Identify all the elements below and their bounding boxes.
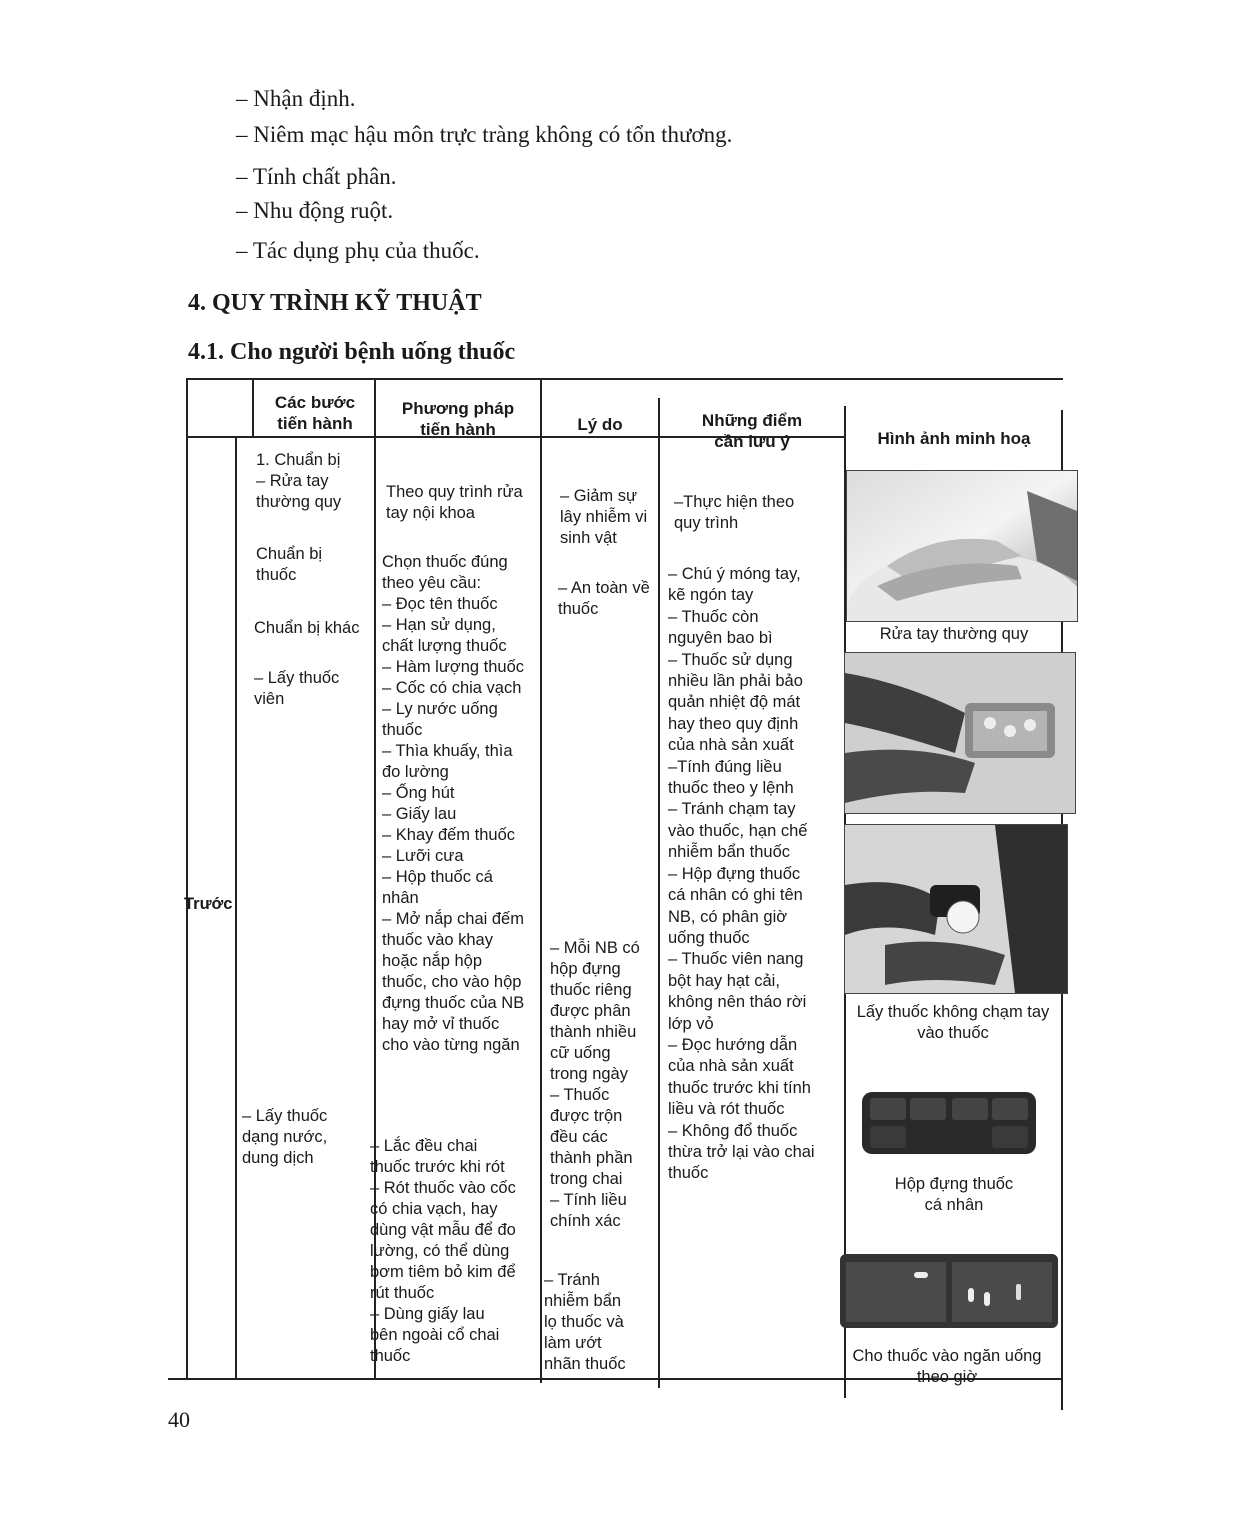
bullet-item: – Nhu động ruột.: [236, 198, 394, 223]
pillbox-photo: [860, 1088, 1038, 1158]
phase-label: Trước: [184, 895, 233, 913]
header-steps: Các bước tiến hành: [274, 393, 356, 433]
method-cell: – Lắc đều chai thuốc trước khi rót – Rót thuốc vào cốc có chia vạch, hay dùng vật mẫu để đo lường, có thể dùng bơm tiêm bỏ kim để rút thuốc – Dùng giấy lau bên ngoài cổ chai thuốc: [370, 1137, 516, 1365]
col-divider-3: [540, 378, 542, 1383]
caption: Rửa tay thường quy: [879, 625, 1029, 643]
table-border-top: [186, 378, 1063, 380]
procedure-table: [168, 378, 1063, 1410]
reason-cell: – Giảm sự lây nhiễm vi sinh vật: [560, 487, 648, 547]
header-reason: Lý do: [577, 415, 623, 434]
caption: Lấy thuốc không chạm tay vào thuốc: [856, 1003, 1050, 1042]
bullet-item: – Tính chất phân.: [236, 164, 397, 189]
reason-cell: – Mỗi NB có hộp đựng thuốc riêng được phân thành nhiều cữ uống trong ngày – Thuốc được trộn đều các thành phần trong chai – Tính liều chính xác: [550, 939, 640, 1230]
header-method: Phương pháp tiến hành: [401, 399, 515, 439]
table-border-left: [186, 378, 188, 1378]
bottle-pour-photo: [844, 824, 1068, 994]
step-cell: Chuẩn bị khác: [254, 619, 360, 637]
header-illustration: Hình ảnh minh hoạ: [877, 429, 1031, 448]
page-number: 40: [168, 1407, 190, 1432]
bullet-item: – Tác dụng phụ của thuốc.: [236, 238, 480, 263]
col-divider-1b: [235, 438, 237, 1378]
method-cell: Chọn thuốc đúng theo yêu cầu: – Đọc tên thuốc – Hạn sử dụng, chất lượng thuốc – Hàm lượng thuốc – Cốc có chia vạch – Ly nước uống thuốc – Thìa khuấy, thìa đo lường – Ống hút – Giấy lau – Khay đếm thuốc – Lưỡi cưa – Hộp thuốc cá nhân – Mở nắp chai đếm thuốc vào khay hoặc nắp hộp thuốc, cho vào hộp đựng thuốc của NB hay mở vỉ thuốc cho vào từng ngăn: [382, 553, 525, 1054]
step-cell: – Lấy thuốc dạng nước, dung dịch: [242, 1107, 328, 1167]
step-cell: Chuẩn bị thuốc: [256, 545, 323, 584]
step-cell: 1. Chuẩn bị – Rửa tay thường quy: [256, 451, 342, 511]
reason-cell: – Tránh nhiễm bẩn lọ thuốc và làm ướt nhãn thuốc: [544, 1271, 626, 1373]
pill-handling-photo: [844, 652, 1076, 814]
header-notes: Những điểm cần lưu ý: [701, 411, 803, 451]
col-divider-1a: [252, 378, 254, 438]
subsection-title: 4.1. Cho người bệnh uống thuốc: [188, 339, 516, 365]
bullet-item: – Nhận định.: [236, 86, 356, 111]
caption: Hộp đựng thuốc cá nhân: [894, 1175, 1014, 1214]
caption: Cho thuốc vào ngăn uống theo giờ: [852, 1347, 1042, 1386]
method-cell: Theo quy trình rửa tay nội khoa: [386, 483, 523, 522]
note-cell: – Chú ý móng tay, kẽ ngón tay – Thuốc còn nguyên bao bì – Thuốc sử dụng nhiều lần phải bảo quản nhiệt độ mát hay theo quy định của nhà sản xuất –Tính đúng liều thuốc theo y lệnh – Tránh chạm tay vào thuốc, hạn chế nhiễm bẩn thuốc – Hộp đựng thuốc cá nhân có ghi tên NB, có phân giờ uống thuốc – Thuốc viên nang bột hay hạt cải, không nên tháo rời lớp vỏ – Đọc hướng dẫn của nhà sản xuất thuốc trước khi tính liều và rót thuốc – Không đổ thuốc thừa trở lại vào chai thuốc: [668, 565, 815, 1183]
bullet-item: – Niêm mạc hậu môn trực tràng không có tổn thương.: [236, 122, 733, 147]
reason-cell: – An toàn về thuốc: [558, 579, 650, 618]
pill-compartment-photo: [838, 1248, 1060, 1332]
step-cell: – Lấy thuốc viên: [254, 669, 340, 708]
section-title: 4. QUY TRÌNH KỸ THUẬT: [188, 290, 482, 316]
handwash-photo: [846, 470, 1078, 622]
note-cell: –Thực hiện theo quy trình: [674, 493, 795, 532]
